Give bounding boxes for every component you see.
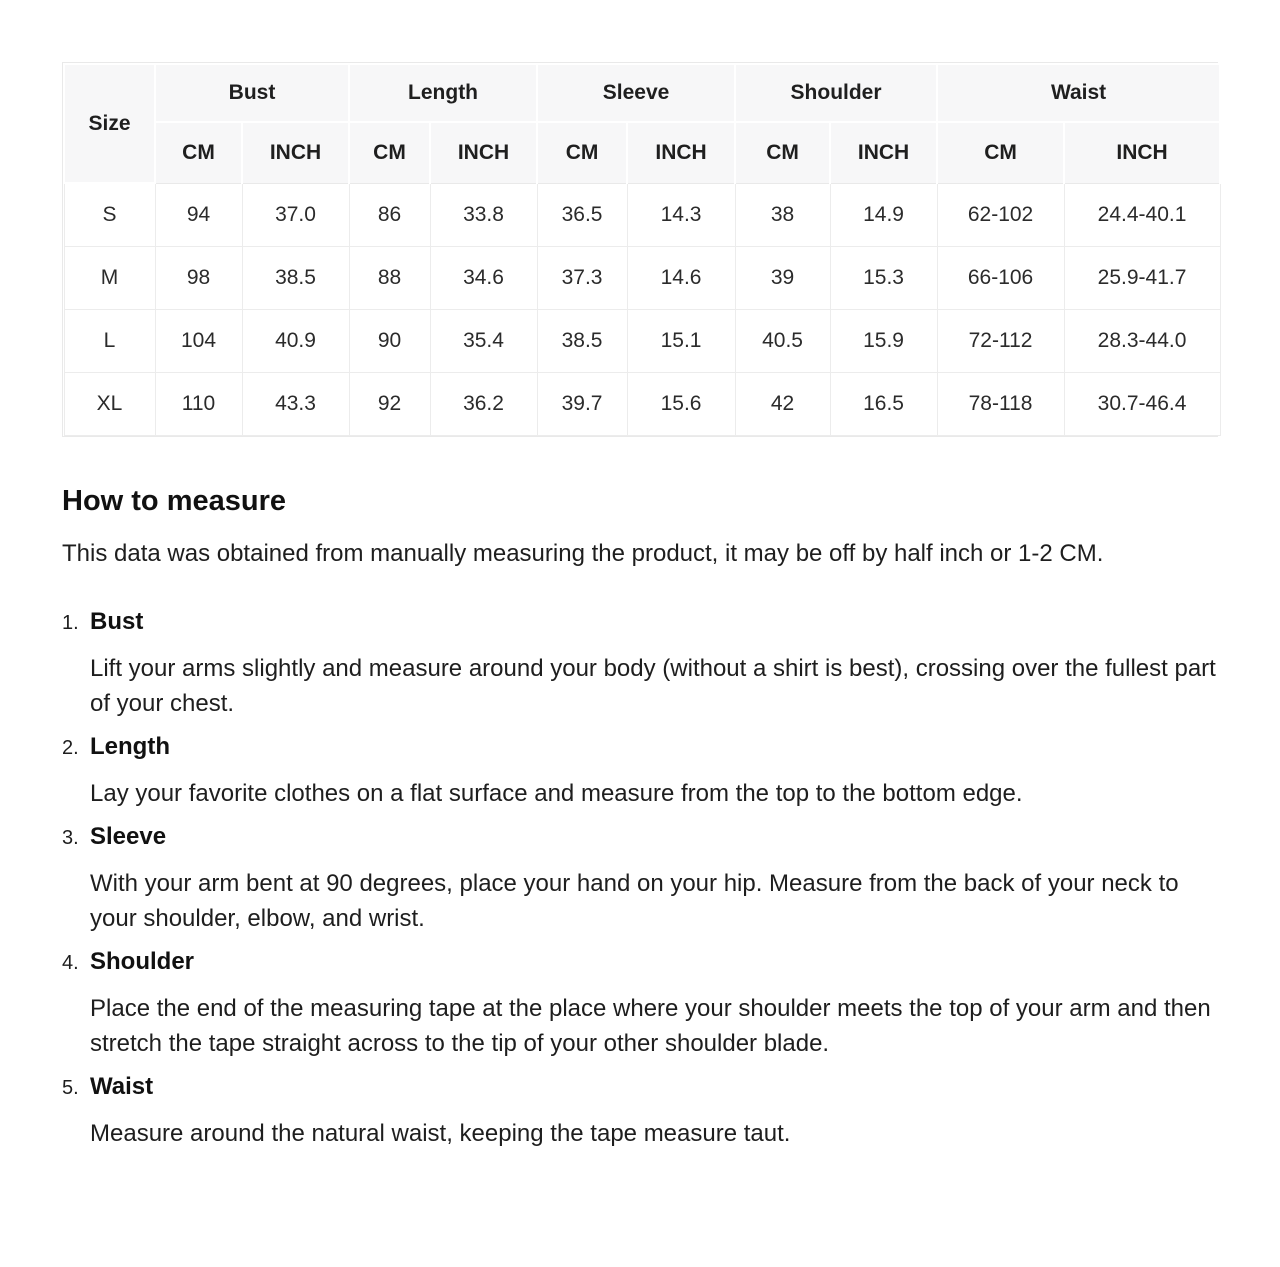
value-cell: 16.5 — [830, 372, 937, 435]
unit-header-shoulder-inch: INCH — [830, 122, 937, 183]
value-cell: 86 — [349, 183, 430, 246]
value-cell: 88 — [349, 246, 430, 309]
step-term: Sleeve — [90, 822, 167, 850]
value-cell: 43.3 — [242, 372, 349, 435]
value-cell: 38.5 — [242, 246, 349, 309]
table-body — [64, 183, 1220, 435]
value-cell: 24.4-40.1 — [1064, 183, 1220, 246]
list-item-shoulder — [62, 947, 1218, 1061]
value-cell: 37.3 — [537, 246, 627, 309]
size-cell: XL — [64, 372, 155, 435]
value-cell: 62-102 — [937, 183, 1064, 246]
step-term: Waist — [90, 1072, 154, 1100]
value-cell: 36.2 — [430, 372, 537, 435]
value-cell: 90 — [349, 309, 430, 372]
step-heading — [62, 822, 1218, 853]
size-cell: S — [64, 183, 155, 246]
table-row-xl — [64, 372, 1220, 435]
column-header-size: Size — [64, 64, 155, 183]
measure-steps-list — [62, 607, 1218, 1151]
unit-header-length-cm: CM — [349, 122, 430, 183]
size-cell: L — [64, 309, 155, 372]
step-description: Lay your favorite clothes on a flat surface and measure from the top to the bottom edge. — [90, 779, 1023, 807]
value-cell: 14.6 — [627, 246, 735, 309]
column-group-sleeve: Sleeve — [537, 64, 735, 122]
column-group-waist: Waist — [937, 64, 1220, 122]
unit-header-bust-inch: INCH — [242, 122, 349, 183]
table-row-s — [64, 183, 1220, 246]
value-cell: 34.6 — [430, 246, 537, 309]
unit-header-bust-cm: CM — [155, 122, 242, 183]
value-cell: 72-112 — [937, 309, 1064, 372]
value-cell: 66-106 — [937, 246, 1064, 309]
list-item-waist — [62, 1072, 1218, 1151]
table-row-m — [64, 246, 1220, 309]
step-term: Bust — [90, 607, 144, 635]
step-number: 3. — [62, 826, 79, 849]
value-cell: 40.9 — [242, 309, 349, 372]
unit-header-waist-cm: CM — [937, 122, 1064, 183]
value-cell: 15.6 — [627, 372, 735, 435]
unit-header-sleeve-inch: INCH — [627, 122, 735, 183]
value-cell: 14.3 — [627, 183, 735, 246]
size-chart — [62, 62, 1218, 437]
value-cell: 42 — [735, 372, 830, 435]
step-heading — [62, 1072, 1218, 1103]
table-header — [64, 64, 1220, 183]
step-description: With your arm bent at 90 degrees, place your hand on your hip. Measure from the back of your neck to your shoulder, elbow, and wrist. — [90, 869, 1179, 932]
value-cell: 38.5 — [537, 309, 627, 372]
value-cell: 38 — [735, 183, 830, 246]
value-cell: 40.5 — [735, 309, 830, 372]
step-number: 1. — [62, 611, 79, 634]
step-description: Measure around the natural waist, keeping the tape measure taut. — [90, 1119, 791, 1147]
value-cell: 30.7-46.4 — [1064, 372, 1220, 435]
value-cell: 33.8 — [430, 183, 537, 246]
value-cell: 39 — [735, 246, 830, 309]
value-cell: 37.0 — [242, 183, 349, 246]
value-cell: 36.5 — [537, 183, 627, 246]
value-cell: 110 — [155, 372, 242, 435]
how-to-measure-title: How to measure — [62, 484, 286, 517]
unit-header-waist-inch: INCH — [1064, 122, 1220, 183]
list-item-bust — [62, 607, 1218, 721]
step-number: 2. — [62, 736, 79, 759]
value-cell: 98 — [155, 246, 242, 309]
list-item-length — [62, 732, 1218, 811]
column-group-length: Length — [349, 64, 537, 122]
unit-header-shoulder-cm: CM — [735, 122, 830, 183]
value-cell: 15.9 — [830, 309, 937, 372]
value-cell: 35.4 — [430, 309, 537, 372]
value-cell: 28.3-44.0 — [1064, 309, 1220, 372]
table-row-l — [64, 309, 1220, 372]
column-group-bust: Bust — [155, 64, 349, 122]
step-number: 5. — [62, 1076, 79, 1099]
size-chart-table — [63, 63, 1221, 436]
step-heading — [62, 947, 1218, 978]
size-cell: M — [64, 246, 155, 309]
value-cell: 25.9-41.7 — [1064, 246, 1220, 309]
value-cell: 92 — [349, 372, 430, 435]
step-heading — [62, 607, 1218, 638]
column-group-shoulder: Shoulder — [735, 64, 937, 122]
unit-header-length-inch: INCH — [430, 122, 537, 183]
value-cell: 15.3 — [830, 246, 937, 309]
value-cell: 14.9 — [830, 183, 937, 246]
step-number: 4. — [62, 951, 79, 974]
how-to-measure-intro: This data was obtained from manually measuring the product, it may be off by half inch or 1-2 CM. — [62, 539, 1104, 567]
unit-header-sleeve-cm: CM — [537, 122, 627, 183]
value-cell: 104 — [155, 309, 242, 372]
value-cell: 78-118 — [937, 372, 1064, 435]
step-description: Place the end of the measuring tape at the place where your shoulder meets the top of your arm and then stretch the tape straight across to the tip of your other shoulder blade. — [90, 994, 1211, 1057]
value-cell: 15.1 — [627, 309, 735, 372]
list-item-sleeve — [62, 822, 1218, 936]
step-term: Length — [90, 732, 170, 760]
value-cell: 39.7 — [537, 372, 627, 435]
value-cell: 94 — [155, 183, 242, 246]
step-heading — [62, 732, 1218, 763]
step-term: Shoulder — [90, 947, 195, 975]
step-description: Lift your arms slightly and measure around your body (without a shirt is best), crossing over the fullest part of your chest. — [90, 654, 1216, 717]
